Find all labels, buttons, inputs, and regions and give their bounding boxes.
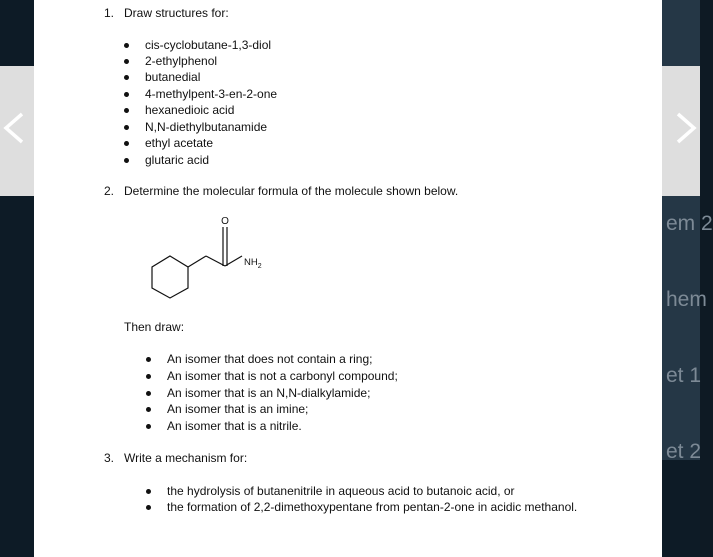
- bullet-icon: [124, 92, 129, 97]
- cyclohexyl-acetamide-structure: [142, 212, 282, 304]
- bullet-icon: [124, 75, 129, 80]
- next-page-text-fragment: em 2: [666, 212, 713, 235]
- question-2-number: 2.: [104, 184, 115, 198]
- bullet-icon: [124, 141, 129, 146]
- bullet-icon: [124, 125, 129, 130]
- chevron-right-icon: [666, 108, 700, 148]
- bullet-icon: [124, 158, 129, 163]
- next-page-button[interactable]: [666, 108, 700, 148]
- document-page: 1. Draw structures for: cis-cyclobutane-1,3-diol 2-ethylphenol butanedial 4-methylpent-3-en-2-one hexanedioic acid N,N-diethylbutanamide ethyl acetate glutaric acid 2. Determine the molecular formula of the molecule shown below. O $NH_2$ Then draw: An isomer that does not contain a ring; An isomer that is not a carbonyl compound; An isomer that is an N,N-dialkylamide; An isomer that is an imine; An isomer that is a nitrile. 3. Write a mechanism for: the hydrolysis of butanenitrile in aqueous acid to butanoic acid, or the formation of 2,2-dimethoxypentane from pentan-2-one in acidic methanol.: [34, 0, 662, 557]
- question-2-prompt: Determine the molecular formula of the molecule shown below.: [124, 184, 459, 198]
- next-page-text-fragment: hem: [666, 288, 707, 311]
- next-page-text-fragment: et 1: [666, 364, 702, 387]
- question-3-prompt: Write a mechanism for:: [124, 451, 248, 465]
- oxygen-label: O: [221, 216, 229, 227]
- amine-label: $NH_2$: [244, 257, 262, 270]
- question-1-number: 1.: [104, 6, 115, 20]
- next-page-text-fragment: et 2: [666, 440, 702, 463]
- previous-page-button[interactable]: [0, 108, 34, 148]
- bullet-icon: [146, 357, 151, 362]
- bullet-icon: [124, 43, 129, 48]
- bullet-icon: [146, 407, 151, 412]
- bullet-icon: [146, 424, 151, 429]
- bullet-icon: [124, 108, 129, 113]
- bullet-icon: [146, 374, 151, 379]
- bullet-icon: [146, 489, 151, 494]
- bullet-icon: [146, 505, 151, 510]
- chevron-left-icon: [0, 108, 34, 148]
- then-draw-label: Then draw:: [124, 320, 185, 334]
- bullet-icon: [124, 59, 129, 64]
- question-3-number: 3.: [104, 451, 115, 465]
- question-1-prompt: Draw structures for:: [124, 6, 229, 20]
- bullet-icon: [146, 391, 151, 396]
